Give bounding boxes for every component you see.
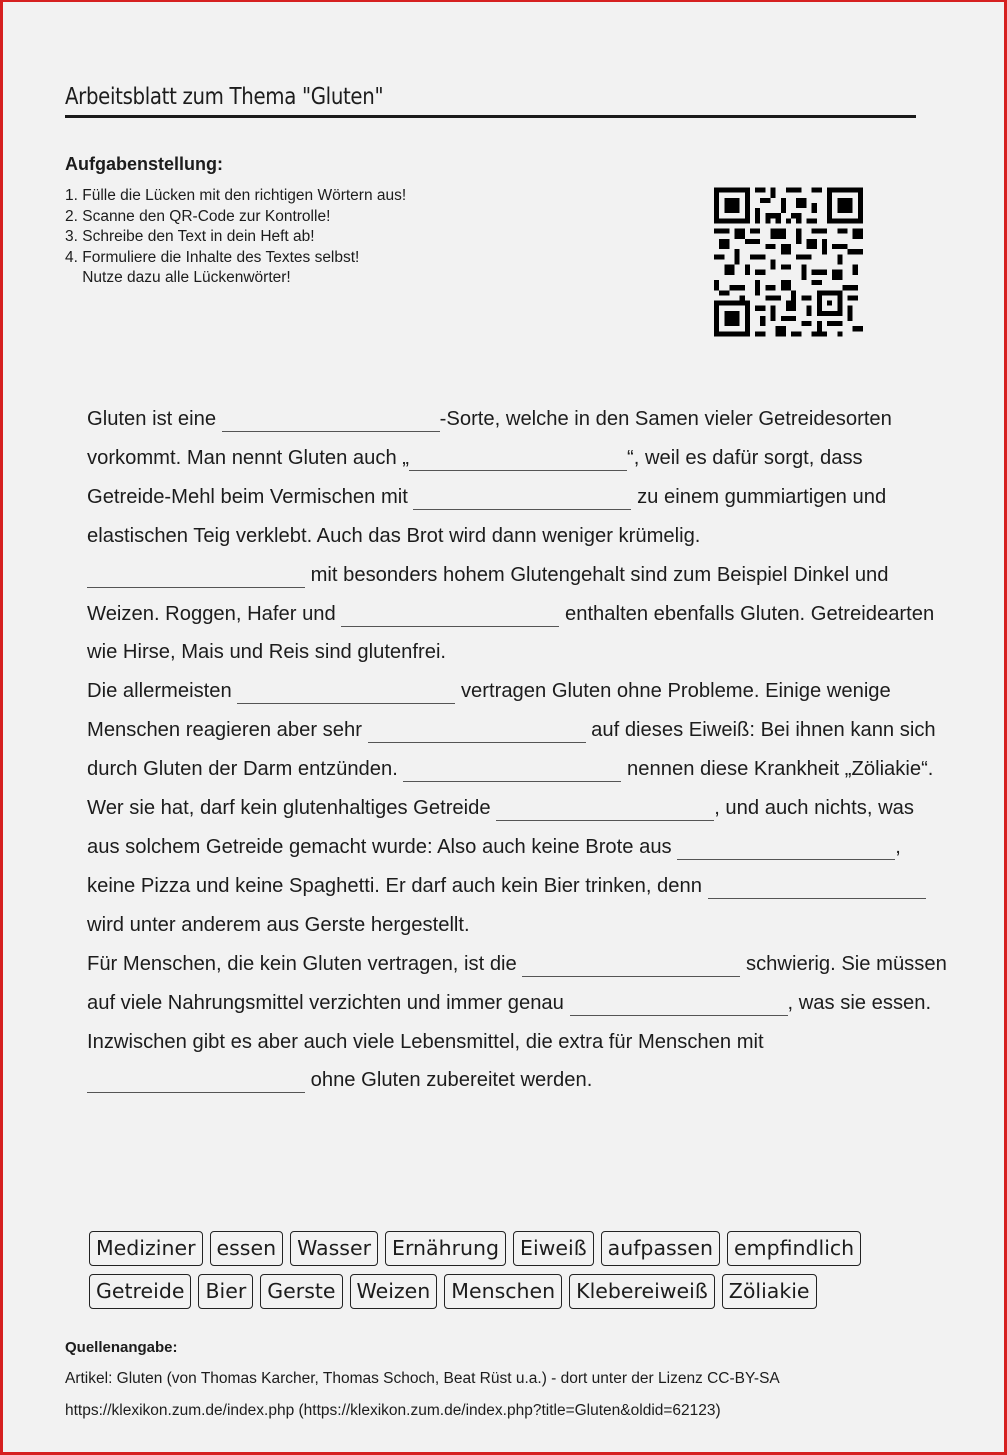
source-heading: Quellenangabe: (65, 1339, 178, 1356)
text-segment: , und auch nichts, was aus solchem Getreide gemacht wurde: Also auch keine Brote aus (87, 797, 914, 858)
source-article: Artikel: Gluten (von Thomas Karcher, Thomas Schoch, Beat Rüst u.a.) - dort unter der Lizenz CC-BY-SA (65, 1370, 780, 1387)
gap-field[interactable] (708, 878, 926, 899)
text-segment: enthalten ebenfalls Gluten. Getreidearten wie Hirse, Mais und Reis sind glutenfrei. (87, 602, 935, 664)
gap-field[interactable] (522, 956, 740, 977)
text-segment: nennen diese Krankheit „Zöliakie“. Wer sie hat, darf kein glutenhaltiges Getreide (87, 758, 934, 820)
gap-field[interactable] (222, 411, 440, 432)
cloze-text (87, 400, 947, 1100)
text-segment: ohne Gluten zubereitet werden. (305, 1069, 593, 1092)
qr-code-icon[interactable] (714, 186, 863, 338)
text-segment: , keine Pizza und keine Spaghetti. Er darf auch kein Bier trinken, denn (87, 835, 901, 897)
word-chip[interactable]: empfindlich (727, 1231, 861, 1266)
word-chip[interactable]: Mediziner (89, 1231, 203, 1266)
word-chip[interactable]: essen (210, 1231, 284, 1266)
text-segment: wird unter anderem aus Gerste hergestellt. (87, 913, 470, 936)
word-bank-row (89, 1231, 855, 1266)
word-chip[interactable]: aufpassen (601, 1231, 720, 1266)
word-chip[interactable]: Ernährung (385, 1231, 506, 1266)
paragraph (87, 945, 947, 1101)
word-chip[interactable]: Wasser (290, 1231, 378, 1266)
gap-field[interactable] (368, 722, 586, 743)
title-divider (65, 115, 916, 118)
word-bank-row (89, 1274, 849, 1309)
task-item: Nutze dazu alle Lückenwörter! (65, 269, 291, 287)
word-chip[interactable]: Weizen (350, 1274, 438, 1309)
paragraph (87, 672, 947, 944)
text-segment: zu einem gummiartigen und elastischen Teig verklebt. Auch das Brot wird dann weniger krümelig. (87, 485, 887, 547)
gap-field[interactable] (87, 567, 305, 588)
paragraph (87, 556, 947, 673)
text-segment: Gluten ist eine (87, 408, 222, 430)
text-segment: Die allermeisten (87, 680, 238, 703)
word-chip[interactable]: Klebereiweiß (569, 1274, 715, 1309)
task-item: 3. Schreibe den Text in dein Heft ab! (65, 228, 315, 246)
gap-field[interactable] (341, 606, 559, 627)
word-chip[interactable]: Getreide (89, 1274, 191, 1309)
gap-field[interactable] (409, 450, 627, 471)
paragraph (87, 400, 947, 556)
gap-field[interactable] (496, 800, 714, 821)
source-url[interactable]: https://klexikon.zum.de/index.php (https://klexikon.zum.de/index.php?title=Gluten&oldid=62123) (65, 1402, 721, 1419)
gap-field[interactable] (413, 489, 631, 510)
text-segment: schwierig. Sie müssen auf viele Nahrungsmittel verzichten und immer genau (87, 952, 947, 1014)
word-chip[interactable]: Menschen (444, 1274, 562, 1309)
gap-field[interactable] (87, 1072, 305, 1093)
word-chip[interactable]: Eiweiß (513, 1231, 594, 1266)
word-bank (89, 1231, 855, 1317)
text-segment: “, weil es dafür sorgt, dass Getreide-Mehl beim Vermischen mit (87, 446, 863, 508)
word-chip[interactable]: Zöliakie (722, 1274, 817, 1309)
task-item: 1. Fülle die Lücken mit den richtigen Wörtern aus! (65, 187, 407, 204)
task-item: 2. Scanne den QR-Code zur Kontrolle! (65, 207, 331, 225)
gap-field[interactable] (570, 995, 788, 1016)
text-segment: Für Menschen, die kein Gluten vertragen, ist die (87, 952, 523, 975)
gap-field[interactable] (237, 683, 455, 704)
word-chip[interactable]: Bier (198, 1274, 253, 1309)
text-segment: -Sorte, welche in den Samen vieler Getreidesorten vorkommt. Man nennt Gluten auch „ (87, 408, 892, 469)
task-list (65, 186, 406, 289)
task-item: 4. Formuliere die Inhalte des Textes selbst! (65, 248, 360, 266)
page-title: Arbeitsblatt zum Thema "Gluten" (65, 84, 384, 110)
text-segment: vertragen Gluten ohne Probleme. Einige wenige Menschen reagieren aber sehr (87, 680, 891, 742)
text-segment: auf dieses Eiweiß: Bei ihnen kann sich durch Gluten der Darm entzünden. (87, 719, 936, 781)
text-segment: , was sie essen. Inzwischen gibt es aber auch viele Lebensmittel, die extra für Menschen mit (87, 991, 932, 1053)
text-segment: mit besonders hohem Glutengehalt sind zum Beispiel Dinkel und Weizen. Roggen, Hafer und (87, 563, 889, 625)
task-heading: Aufgabenstellung: (65, 154, 223, 174)
gap-field[interactable] (403, 761, 621, 782)
word-chip[interactable]: Gerste (260, 1274, 342, 1309)
gap-field[interactable] (677, 839, 895, 860)
